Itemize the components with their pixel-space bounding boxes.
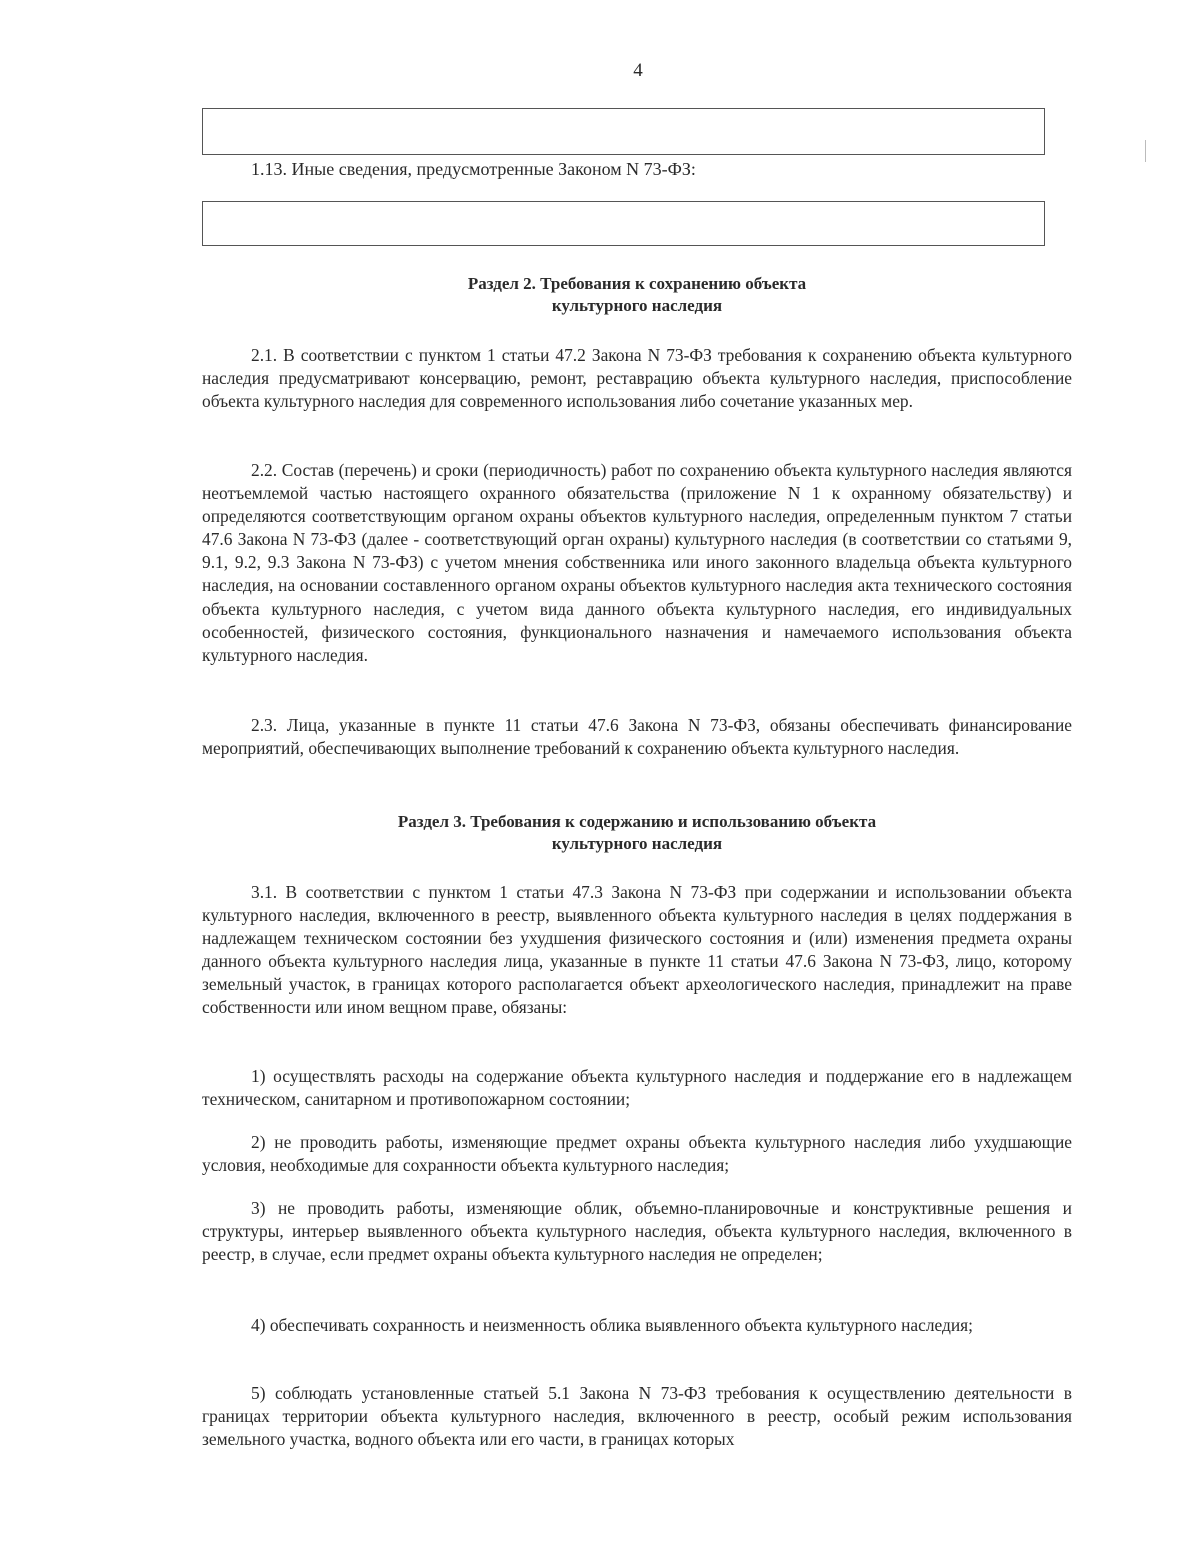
empty-field-box-1-13 [202, 201, 1045, 246]
list-item-2: 2) не проводить работы, изменяющие предмет охраны объекта культурного наследия либо ухудшающие условия, необходимые для сохранности объекта культурного наследия; [202, 1132, 1072, 1176]
page-number: 4 [633, 60, 643, 81]
list-item-1: 1) осуществлять расходы на содержание объекта культурного наследия и поддержание его в надлежащем техническом, санитарном и противопожарном состоянии; [202, 1066, 1072, 1110]
paragraph-2-1: 2.1. В соответствии с пунктом 1 статьи 47.2 Закона N 73-ФЗ требования к сохранению объекта культурного наследия предусматривают консервацию, ремонт, реставрацию объекта культурного наследия, приспособление объекта культурного наследия для современного использования либо сочетание указанных мер. [202, 345, 1072, 412]
field-label-1-13: 1.13. Иные сведения, предусмотренные Законом N 73-ФЗ: [251, 159, 696, 179]
paragraph-3-1: 3.1. В соответствии с пунктом 1 статьи 47.3 Закона N 73-ФЗ при содержании и использовании объекта культурного наследия, включенного в реестр, выявленного объекта культурного наследия в целях поддержания в надлежащем техническом состоянии без ухудшения физического состояния и (или) изменения предмета охраны данного объекта культурного наследия лица, указанные в пункте 11 статьи 47.6 Закона N 73-ФЗ, лицо, которому земельный участок, в границах которого располагается объект археологического наследия, принадлежит на праве собственности или ином вещном праве, обязаны: [202, 882, 1072, 1018]
paragraph-2-2: 2.2. Состав (перечень) и сроки (периодичность) работ по сохранению объекта культурного наследия являются неотъемлемой частью настоящего охранного обязательства (приложение N 1 к охранному обязательству) и определяются соответствующим органом охраны объектов культурного наследия, определенным пунктом 7 статьи 47.6 Закона N 73-ФЗ (далее - соответствующий орган охраны) культурного наследия (в соответствии со статьями 9, 9.1, 9.2, 9.3 Закона N 73-ФЗ) с учетом мнения собственника или иного законного владельца объекта культурного наследия, на основании составленного органом охраны объектов культурного наследия акта технического состояния объекта культурного наследия, с учетом вида данного объекта культурного наследия, его индивидуальных особенностей, физического состояния, функционального назначения и намечаемого использования объекта культурного наследия. [202, 460, 1072, 665]
section-3-heading [202, 811, 1072, 855]
paragraph-2-3: 2.3. Лица, указанные в пункте 11 статьи 47.6 Закона N 73-ФЗ, обязаны обеспечивать финансирование мероприятий, обеспечивающих выполнение требований к сохранению объекта культурного наследия. [202, 715, 1072, 759]
section-3-heading-line-1: Раздел 3. Требования к содержанию и использованию объекта [397, 812, 877, 831]
section-3-heading-line-2: культурного наследия [551, 834, 723, 853]
margin-mark [1145, 140, 1146, 162]
empty-field-box-top [202, 108, 1045, 155]
section-2-heading-line-2: культурного наследия [551, 296, 723, 315]
list-item-5: 5) соблюдать установленные статьей 5.1 Закона N 73-ФЗ требования к осуществлению деятельности в границах территории объекта культурного наследия, включенного в реестр, особый режим использования земельного участка, водного объекта или его части, в границах которых [202, 1383, 1072, 1450]
list-item-4: 4) обеспечивать сохранность и неизменность облика выявленного объекта культурного наследия; [251, 1315, 973, 1335]
list-item-3: 3) не проводить работы, изменяющие облик, объемно-планировочные и конструктивные решения и структуры, интерьер выявленного объекта культурного наследия, объекта культурного наследия, включенного в реестр, в случае, если предмет охраны объекта культурного наследия не определен; [202, 1198, 1072, 1265]
section-2-heading-line-1: Раздел 2. Требования к сохранению объекта [467, 274, 807, 293]
section-2-heading [202, 273, 1072, 317]
